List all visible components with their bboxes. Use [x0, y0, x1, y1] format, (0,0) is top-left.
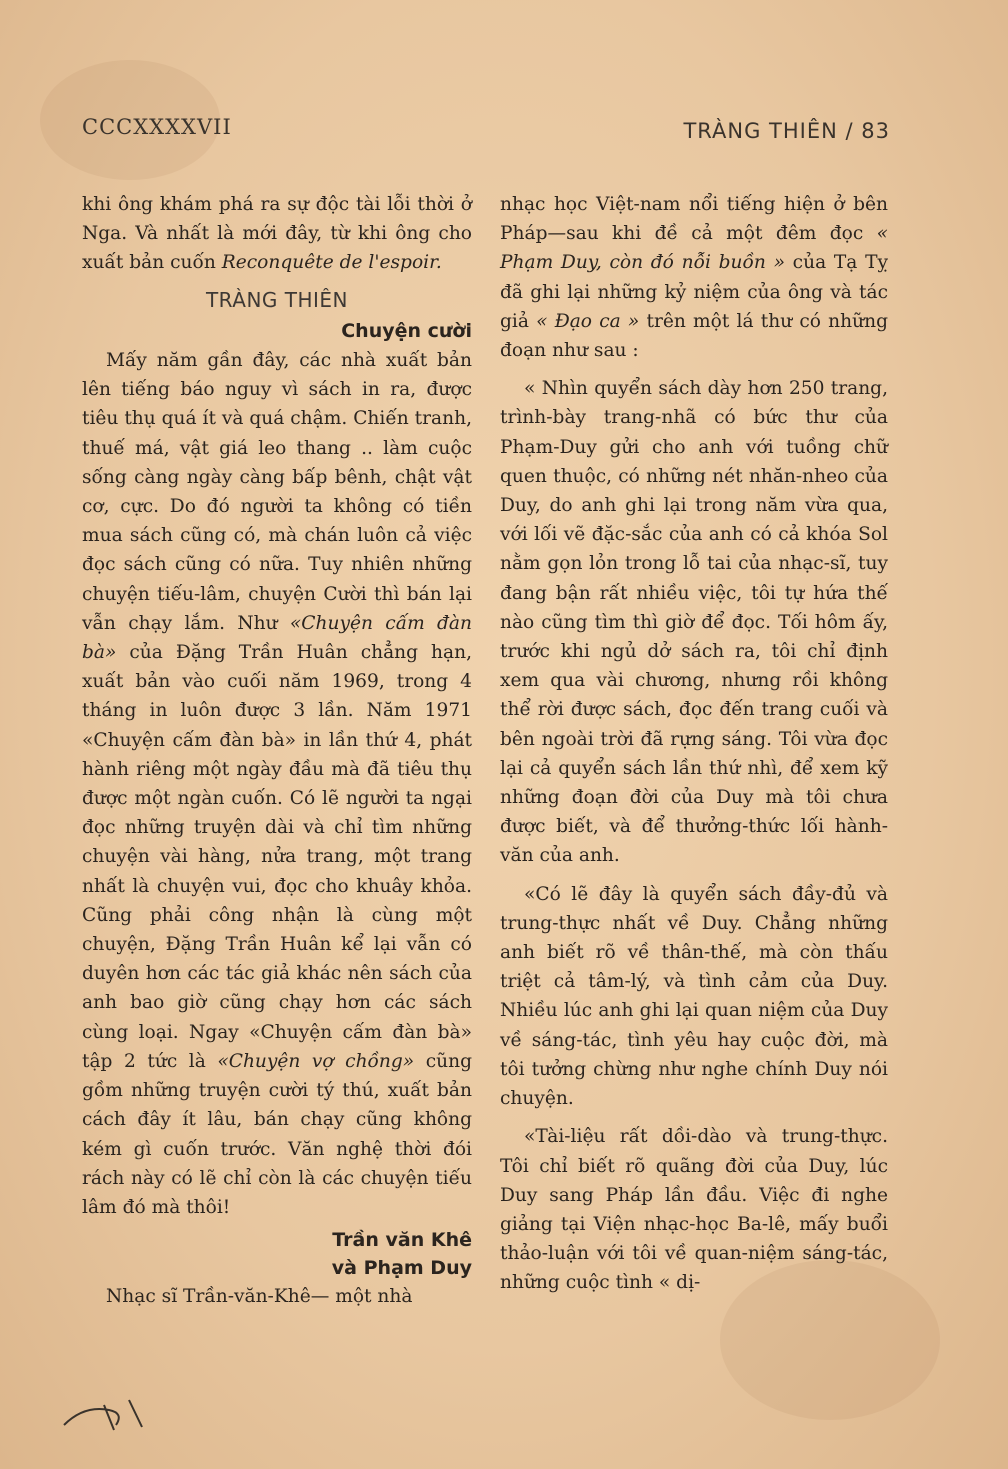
- book-title: «Chuyện vợ chồng»: [217, 1050, 415, 1072]
- article-byline: [82, 1226, 472, 1282]
- page-header-right: TRÀNG THIÊN / 83: [683, 119, 890, 143]
- letter-paragraph: « Nhìn quyển sách dày hơn 250 trang, trình-bày trang-nhã có bức thư của Phạm-Duy gửi cho anh với tuồng chữ quen thuộc, có những nét nhăn-nheo của Duy, do anh ghi lại trong năm vừa qua, với lối vẽ đặc-sắc của anh có cả khóa Sol nằm gọn lỏn trong lỗ tai của nhạc-sĩ, tuy đang bận rất nhiều việc, tôi tự hứa thế nào cũng tìm thì giờ để đọc. Tối hôm ấy, trước khi ngủ dở sách ra, tôi chỉ định xem qua vài chương, nhưng rồi không thể rời được sách, đọc đến trang cuối và bên ngoài trời đã rựng sáng. Tôi vừa đọc lại cả quyển sách lần thứ nhì, để xem kỹ những đoạn đời của Duy mà tôi chưa được biết, và để thưởng-thức lối hành-văn của anh.: [500, 378, 888, 867]
- paragraph-text: Mấy năm gần đây, các nhà xuất bản lên tiếng báo nguy vì sách in ra, được tiêu thụ quá ít và quá chậm. Chiến tranh, thuế má, vật giá leo thang .. làm cuộc sống càng ngày càng bấp bênh, chật vật cơ, cực. Do đó người ta không có tiền mua sách cũng có, mà chán luôn cả việc đọc sách cũng có nữa. Tuy nhiên những chuyện tiếu-lâm, chuyện Cười thì bán lại vẫn chạy lắm. Như: [82, 350, 472, 634]
- article-title: Chuyện cười: [341, 319, 472, 342]
- intro-paragraph: [82, 190, 472, 278]
- paragraph-text: nhạc học Việt-nam nổi tiếng hiện ở bên Pháp—sau khi đề cả một đêm đọc: [500, 194, 888, 245]
- left-column: [82, 190, 472, 1311]
- article-paragraph: [82, 346, 472, 1222]
- paragraph-text: trên một lá thư có những đoạn như sau :: [500, 310, 888, 362]
- section-title: TRÀNG THIÊN: [205, 287, 349, 312]
- article-paragraph: Nhạc sĩ Trần-văn-Khê— một nhà: [106, 1286, 413, 1308]
- paragraph-text: của Tạ Tỵ đã ghi lại những kỷ niệm của ông và tác giả: [500, 252, 888, 332]
- paragraph-text: cũng gồm những truyện cười tý thú, xuất bản cách đây ít lâu, bán chạy cũng không kém gì cuốn trước. Văn nghệ thời đói rách này có lẽ chỉ còn là các chuyện tiếu lâm đó mà thôi!: [82, 1050, 472, 1218]
- book-title: Reconquête de l'espoir.: [221, 252, 442, 274]
- pen-scribble-mark: [54, 1385, 164, 1445]
- book-title: « Đạo ca »: [536, 310, 640, 332]
- letter-paragraph: «Tài-liệu rất dồi-dào và trung-thực. Tôi chỉ biết rõ quãng đời của Duy, lúc Duy sang Pháp lần đầu. Việc đi nghe giảng tại Viện nhạc-học Ba-lê, mấy buổi thảo-luận với tôi về quan-niệm sáng-tác, những cuộc tình « dị-: [500, 1126, 888, 1294]
- page-header-left: CCCXXXXVII: [82, 115, 232, 139]
- paragraph-text: của Đặng Trần Huân chẳng hạn, xuất bản vào cuối năm 1969, trong 4 tháng in luôn được 3 lần. Năm 1971 «Chuyện cấm đàn bà» in lần thứ 4, phát hành riêng một ngày đầu mà đã tiêu thụ được một ngàn cuốn. Có lẽ người ta ngại đọc những truyện dài và chỉ tìm những chuyện vài hàng, nửa trang, một trang nhất là chuyện vui, đọc cho khuây khỏa. Cũng phải công nhận là cùng một chuyện, Đặng Trần Huân kể lại vẫn có duyên hơn các tác giả khác nên sách của anh bao giờ cũng chạy hơn các sách cùng loại. Ngay «Chuyện cấm đàn bà» tập 2 tức là: [82, 642, 472, 1072]
- book-title: « Phạm Duy, còn đó nỗi buồn »: [500, 223, 888, 274]
- intro-text: khi ông khám phá ra sự độc tài lỗi thời ở Nga. Và nhất là mới đây, từ khi ông cho xuất bản cuốn: [82, 194, 472, 274]
- book-title: «Chuyện cấm đàn bà»: [82, 612, 472, 664]
- author-line-2: và Phạm Duy: [331, 1257, 472, 1280]
- article-paragraph: [500, 190, 888, 365]
- letter-paragraph: «Có lẽ đây là quyển sách đầy-đủ và trung-thực nhất về Duy. Chẳng những anh biết rõ về thân-thế, mà còn thấu triệt cả tâm-lý, và tình cảm của Duy. Nhiều lúc anh ghi lại quan niệm của Duy về sáng-tác, tình yêu hay cuộc đời, mà tôi tưởng chừng như nghe chính Duy nói chuyện.: [500, 883, 888, 1110]
- right-column: [500, 190, 888, 1298]
- author-line-1: Trần văn Khê: [332, 1229, 472, 1252]
